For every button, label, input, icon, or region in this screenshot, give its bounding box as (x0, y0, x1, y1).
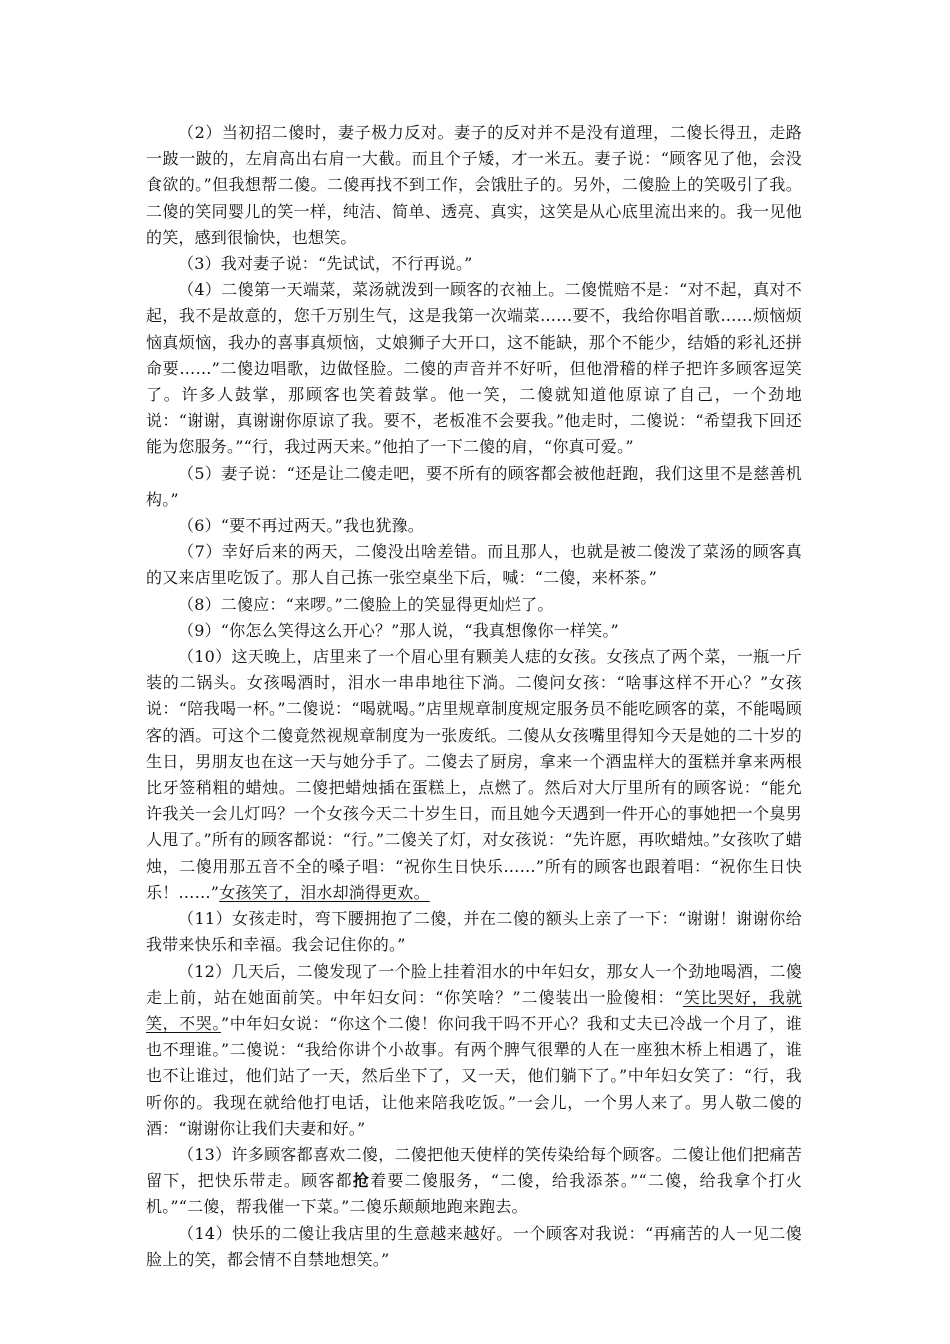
paragraph-text: （8）二傻应：“来啰。”二傻脸上的笑显得更灿烂了。 (178, 594, 554, 614)
paragraph-text: （13）许多顾客都喜欢二傻，二傻把他天使样的笑传染给每个顾客。二傻让他们把痛苦留下，把快乐带走。顾客都 (146, 1144, 802, 1191)
paragraph-text: （7）幸好后来的两天，二傻没出啥差错。而且那人，也就是被二傻泼了菜汤的顾客真的又来店里吃饭了。那人自己拣一张空桌坐下后，喊：“二傻，来杯茶。” (146, 542, 802, 588)
paragraph-text: （4）二傻第一天端菜，菜汤就泼到一顾客的衣袖上。二傻慌赔不是：“对不起，真对不起，我不是故意的，您千万别生气，这是我第一次端菜……要不，我给你唱首歌……烦恼烦恼真烦恼，我办的喜事真烦恼，丈娘狮子大开口，这不能缺，那个不能少，结婚的彩礼还拼命要……”二傻边唱歌，边做怪脸。二傻的声音并不好听，但他滑稽的样子把许多顾客逗笑了。许多人鼓掌，那顾客也笑着鼓掌。他一笑，二傻就知道他原谅了自己，一个劲地说：“谢谢，真谢谢你原谅了我。要不，老板准不会要我。”他走时，二傻说：“希望我下回还能为您服务。”“行，我过两天来。”他拍了一下二傻的肩，“你真可爱。” (146, 280, 802, 457)
paragraph-text: ”中年妇女说：“你这个二傻！你问我干吗不开心？我和丈夫已冷战一个月了，谁也不理谁。”二傻说：“我给你讲个小故事。有两个脾气很犟的人在一座独木桥上相遇了，谁也不让谁过，他们站了一天，然后坐下了，又一天，他们躺下了。”中年妇女笑了：“行，我听你的。我现在就给他打电话，让他来陪我吃饭。”一会儿，一个男人来了。男人敬二傻的酒：“谢谢你让我们夫妻和好。” (146, 1013, 802, 1138)
paragraph-10 (146, 644, 802, 906)
paragraph-12 (146, 959, 802, 1142)
paragraph-text: （11）女孩走时，弯下腰拥抱了二傻，并在二傻的额头上亲了一下：“谢谢！谢谢你给我带来快乐和幸福。我会记住你的。” (146, 909, 802, 955)
underlined-sentence: 笑比哭好，我就笑，不哭。 (146, 987, 802, 1033)
paragraph-5 (146, 461, 802, 513)
paragraph-text: （5）妻子说：“还是让二傻走吧，要不所有的顾客都会被他赶跑，我们这里不是慈善机构。” (146, 463, 802, 509)
paragraph-text: （14）快乐的二傻让我店里的生意越来越好。一个顾客对我说：“再痛苦的人一见二傻脸上的笑，都会情不自禁地想笑。” (146, 1223, 802, 1269)
underlined-sentence: 女孩笑了，泪水却淌得更欢。 (219, 882, 430, 902)
paragraph-text: 着要二傻服务，“二傻，给我添茶。”“二傻，给我拿个打火机。”“二傻，帮我催一下菜。”二傻乐颠颠地跑来跑去。 (146, 1171, 802, 1217)
paragraph-text: （10）这天晚上，店里来了一个眉心里有颗美人痣的女孩。女孩点了两个菜，一瓶一斤装的二锅头。女孩喝酒时，泪水一串串地往下淌。二傻问女孩：“啥事这样不开心？”女孩说：“陪我喝一杯。”二傻说：“喝就喝。”店里规章制度规定服务员不能吃顾客的菜，不能喝顾客的酒。可这个二傻竟然视规章制度为一张废纸。二傻从女孩嘴里得知今天是她的二十岁的生日，男朋友也在这一天与她分手了。二傻去了厨房，拿来一个酒盅样大的蛋糕并拿来两根比牙签稍粗的蜡烛。二傻把蜡烛插在蛋糕上，点燃了。然后对大厅里所有的顾客说：“能允许我关一会儿灯吗？一个女孩今天二十岁生日，而且她今天遇到一件开心的事她把一个臭男人甩了。”所有的顾客都说：“行。”二傻关了灯，对女孩说：“先许愿，再吹蜡烛。”女孩吹了蜡烛，二傻用那五音不全的嗓子唱：“祝你生日快乐……”所有的顾客也跟着唱：“祝你生日快乐！……” (146, 647, 802, 902)
paragraph-9 (146, 618, 802, 644)
paragraph-14 (146, 1221, 802, 1273)
paragraph-text: （3）我对妻子说：“先试试，不行再说。” (178, 254, 473, 274)
paragraph-11 (146, 906, 802, 958)
paragraph-text: （6）“要不再过两天。”我也犹豫。 (178, 516, 424, 536)
paragraph-2 (146, 120, 802, 251)
paragraph-text: （2）当初招二傻时，妻子极力反对。妻子的反对并不是没有道理，二傻长得丑，走路一跛一跛的，左肩高出右肩一大截。而且个子矮，才一米五。妻子说：“顾客见了他，会没食欲的。”但我想帮二傻。二傻再找不到工作，会饿肚子的。另外，二傻脸上的笑吸引了我。二傻的笑同婴儿的笑一样，纯洁、简单、透亮、真实，这笑是从心底里流出来的。我一见他的笑，感到很愉快，也想笑。 (146, 123, 802, 247)
paragraph-8 (146, 592, 802, 618)
paragraph-13 (146, 1142, 802, 1221)
paragraph-3 (146, 251, 802, 277)
paragraph-6 (146, 513, 802, 539)
bold-word: 抢 (352, 1171, 371, 1191)
paragraph-text: （12）几天后，二傻发现了一个脸上挂着泪水的中年妇女，那女人一个劲地喝酒，二傻走上前，站在她面前笑。中年妇女问：“你笑啥？”二傻装出一脸傻相：“ (146, 961, 802, 1007)
paragraph-7 (146, 539, 802, 591)
paragraph-text: （9）“你怎么笑得这么开心？”那人说，“我真想像你一样笑。” (178, 620, 619, 640)
paragraph-4 (146, 277, 802, 460)
